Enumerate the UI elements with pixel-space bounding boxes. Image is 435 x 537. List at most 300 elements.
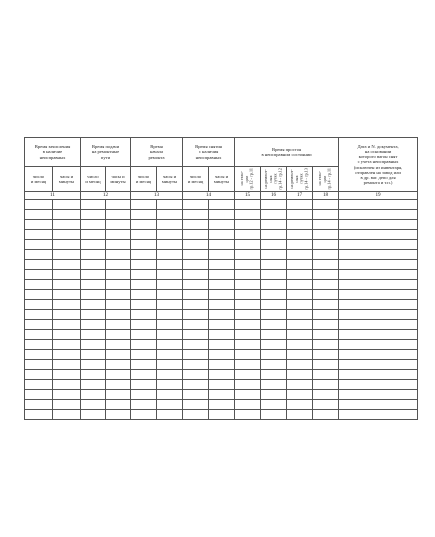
table-cell[interactable] <box>287 230 313 240</box>
table-cell[interactable] <box>183 250 209 260</box>
table-cell[interactable] <box>157 360 183 370</box>
table-cell[interactable] <box>209 350 235 360</box>
table-cell[interactable] <box>25 200 53 210</box>
table-cell[interactable] <box>183 210 209 220</box>
table-cell[interactable] <box>183 280 209 290</box>
table-cell[interactable] <box>106 360 131 370</box>
table-cell[interactable] <box>53 250 81 260</box>
table-cell[interactable] <box>81 300 106 310</box>
table-cell[interactable] <box>106 370 131 380</box>
table-cell[interactable] <box>235 350 261 360</box>
table-cell[interactable] <box>106 410 131 420</box>
table-cell[interactable] <box>287 330 313 340</box>
group-header-accrual <box>25 138 81 167</box>
table-cell[interactable] <box>81 240 106 250</box>
table-cell[interactable] <box>209 250 235 260</box>
table-cell[interactable] <box>339 400 418 410</box>
table-cell[interactable] <box>287 380 313 390</box>
table-cell[interactable] <box>81 290 106 300</box>
table-cell[interactable] <box>235 410 261 420</box>
table-cell[interactable] <box>313 330 339 340</box>
table-cell[interactable] <box>209 410 235 420</box>
table-cell[interactable] <box>25 340 53 350</box>
table-cell[interactable] <box>209 300 235 310</box>
table-cell[interactable] <box>183 370 209 380</box>
table-cell[interactable] <box>235 360 261 370</box>
table-cell[interactable] <box>339 200 418 210</box>
table-cell[interactable] <box>261 210 287 220</box>
table-cell[interactable] <box>209 390 235 400</box>
table-cell[interactable] <box>183 390 209 400</box>
table-cell[interactable] <box>209 290 235 300</box>
table-cell[interactable] <box>261 350 287 360</box>
table-cell[interactable] <box>25 280 53 290</box>
table-cell[interactable] <box>157 390 183 400</box>
table-cell[interactable] <box>157 380 183 390</box>
column-number: 17 <box>287 192 313 200</box>
table-cell[interactable] <box>235 240 261 250</box>
table-cell[interactable] <box>106 350 131 360</box>
subheader-day-month <box>183 167 209 192</box>
table-cell[interactable] <box>131 250 157 260</box>
table-cell[interactable] <box>25 270 53 280</box>
table-cell[interactable] <box>261 200 287 210</box>
table-cell[interactable] <box>235 310 261 320</box>
table-cell[interactable] <box>235 210 261 220</box>
table-cell[interactable] <box>131 300 157 310</box>
table-cell[interactable] <box>261 250 287 260</box>
table-cell[interactable] <box>131 310 157 320</box>
group-header-supply-label: Время подачи на ремонтные пути <box>91 144 120 160</box>
table-cell[interactable] <box>183 350 209 360</box>
table-cell[interactable] <box>339 360 418 370</box>
table-cell[interactable] <box>235 290 261 300</box>
table-cell[interactable] <box>287 220 313 230</box>
table-cell[interactable] <box>287 360 313 370</box>
table-cell[interactable] <box>157 410 183 420</box>
group-header-downtime <box>235 138 339 167</box>
table-cell[interactable] <box>106 340 131 350</box>
table-cell[interactable] <box>81 210 106 220</box>
table-cell[interactable] <box>209 400 235 410</box>
table-cell[interactable] <box>339 350 418 360</box>
table-cell[interactable] <box>209 320 235 330</box>
table-cell[interactable] <box>235 380 261 390</box>
table-cell[interactable] <box>25 300 53 310</box>
table-cell[interactable] <box>313 360 339 370</box>
table-cell[interactable] <box>235 340 261 350</box>
table-cell[interactable] <box>183 300 209 310</box>
table-cell[interactable] <box>131 370 157 380</box>
table-cell[interactable] <box>106 220 131 230</box>
table-row <box>25 220 418 230</box>
subheader-hours-minutes-label: часы и минуты <box>161 173 178 184</box>
table-cell[interactable] <box>209 200 235 210</box>
table-cell[interactable] <box>339 240 418 250</box>
table-cell[interactable] <box>81 380 106 390</box>
table-cell[interactable] <box>106 230 131 240</box>
table-cell[interactable] <box>25 320 53 330</box>
table-cell[interactable] <box>261 390 287 400</box>
table-cell[interactable] <box>25 250 53 260</box>
table-cell[interactable] <box>157 210 183 220</box>
table-cell[interactable] <box>157 240 183 250</box>
table-cell[interactable] <box>209 340 235 350</box>
table-cell[interactable] <box>106 280 131 290</box>
table-cell[interactable] <box>339 260 418 270</box>
table-cell[interactable] <box>261 330 287 340</box>
table-cell[interactable] <box>287 390 313 400</box>
table-cell[interactable] <box>53 290 81 300</box>
table-cell[interactable] <box>339 290 418 300</box>
table-cell[interactable] <box>287 250 313 260</box>
table-cell[interactable] <box>287 200 313 210</box>
table-cell[interactable] <box>313 220 339 230</box>
table-cell[interactable] <box>131 210 157 220</box>
table-cell[interactable] <box>287 280 313 290</box>
table-cell[interactable] <box>313 240 339 250</box>
table-cell[interactable] <box>81 320 106 330</box>
table-cell[interactable] <box>339 280 418 290</box>
table-cell[interactable] <box>287 240 313 250</box>
table-cell[interactable] <box>25 380 53 390</box>
table-cell[interactable] <box>313 370 339 380</box>
table-cell[interactable] <box>339 220 418 230</box>
table-cell[interactable] <box>339 210 418 220</box>
table-cell[interactable] <box>81 360 106 370</box>
table-cell[interactable] <box>53 330 81 340</box>
table-cell[interactable] <box>313 260 339 270</box>
table-cell[interactable] <box>25 390 53 400</box>
table-cell[interactable] <box>131 240 157 250</box>
table-cell[interactable] <box>313 350 339 360</box>
table-cell[interactable] <box>157 280 183 290</box>
table-cell[interactable] <box>209 280 235 290</box>
table-cell[interactable] <box>313 280 339 290</box>
table-cell[interactable] <box>313 390 339 400</box>
table-cell[interactable] <box>183 310 209 320</box>
table-cell[interactable] <box>339 370 418 380</box>
table-cell[interactable] <box>287 400 313 410</box>
table-cell[interactable] <box>81 270 106 280</box>
table-cell[interactable] <box>183 260 209 270</box>
table-cell[interactable] <box>261 370 287 380</box>
table-cell[interactable] <box>131 220 157 230</box>
table-cell[interactable] <box>339 250 418 260</box>
table-cell[interactable] <box>209 310 235 320</box>
table-cell[interactable] <box>53 400 81 410</box>
table-cell[interactable] <box>157 250 183 260</box>
table-cell[interactable] <box>261 340 287 350</box>
table-cell[interactable] <box>157 270 183 280</box>
table-cell[interactable] <box>81 310 106 320</box>
table-cell[interactable] <box>157 320 183 330</box>
table-cell[interactable] <box>131 230 157 240</box>
table-cell[interactable] <box>209 220 235 230</box>
table-cell[interactable] <box>339 310 418 320</box>
table-cell[interactable] <box>53 220 81 230</box>
table-cell[interactable] <box>53 370 81 380</box>
table-cell[interactable] <box>183 220 209 230</box>
table-cell[interactable] <box>235 200 261 210</box>
table-cell[interactable] <box>81 230 106 240</box>
table-cell[interactable] <box>209 270 235 280</box>
table-cell[interactable] <box>106 240 131 250</box>
table-cell[interactable] <box>81 370 106 380</box>
table-cell[interactable] <box>131 330 157 340</box>
table-cell[interactable] <box>81 260 106 270</box>
table-cell[interactable] <box>339 320 418 330</box>
table-cell[interactable] <box>131 280 157 290</box>
table-cell[interactable] <box>313 270 339 280</box>
table-cell[interactable] <box>53 320 81 330</box>
table-cell[interactable] <box>81 280 106 290</box>
table-cell[interactable] <box>287 300 313 310</box>
table-cell[interactable] <box>313 200 339 210</box>
table-cell[interactable] <box>209 210 235 220</box>
table-cell[interactable] <box>157 350 183 360</box>
table-cell[interactable] <box>339 230 418 240</box>
table-cell[interactable] <box>25 240 53 250</box>
table-cell[interactable] <box>106 390 131 400</box>
table-cell[interactable] <box>287 310 313 320</box>
table-cell[interactable] <box>131 350 157 360</box>
table-cell[interactable] <box>183 380 209 390</box>
table-cell[interactable] <box>81 250 106 260</box>
table-cell[interactable] <box>131 320 157 330</box>
table-cell[interactable] <box>339 330 418 340</box>
table-cell[interactable] <box>339 300 418 310</box>
table-cell[interactable] <box>261 240 287 250</box>
table-row <box>25 260 418 270</box>
table-cell[interactable] <box>261 300 287 310</box>
table-cell[interactable] <box>157 300 183 310</box>
table-cell[interactable] <box>25 290 53 300</box>
table-cell[interactable] <box>235 320 261 330</box>
table-cell[interactable] <box>261 410 287 420</box>
table-cell[interactable] <box>235 330 261 340</box>
table-cell[interactable] <box>183 230 209 240</box>
table-cell[interactable] <box>53 230 81 240</box>
table-cell[interactable] <box>25 360 53 370</box>
table-cell[interactable] <box>131 400 157 410</box>
table-cell[interactable] <box>157 230 183 240</box>
table-cell[interactable] <box>209 380 235 390</box>
table-cell[interactable] <box>313 380 339 390</box>
table-cell[interactable] <box>106 290 131 300</box>
table-cell[interactable] <box>287 210 313 220</box>
table-cell[interactable] <box>131 360 157 370</box>
table-cell[interactable] <box>183 410 209 420</box>
table-cell[interactable] <box>313 410 339 420</box>
table-cell[interactable] <box>81 400 106 410</box>
table-cell[interactable] <box>25 210 53 220</box>
table-cell[interactable] <box>183 360 209 370</box>
table-cell[interactable] <box>261 220 287 230</box>
table-cell[interactable] <box>235 270 261 280</box>
table-cell[interactable] <box>106 260 131 270</box>
table-cell[interactable] <box>25 410 53 420</box>
table-cell[interactable] <box>131 200 157 210</box>
table-cell[interactable] <box>53 240 81 250</box>
table-cell[interactable] <box>25 350 53 360</box>
table-cell[interactable] <box>313 290 339 300</box>
table-cell[interactable] <box>53 310 81 320</box>
table-cell[interactable] <box>157 400 183 410</box>
table-cell[interactable] <box>106 320 131 330</box>
table-cell[interactable] <box>106 330 131 340</box>
table-cell[interactable] <box>183 320 209 330</box>
table-row <box>25 410 418 420</box>
table-cell[interactable] <box>81 340 106 350</box>
table-cell[interactable] <box>131 410 157 420</box>
table-cell[interactable] <box>106 200 131 210</box>
table-cell[interactable] <box>81 200 106 210</box>
table-cell[interactable] <box>81 220 106 230</box>
table-cell[interactable] <box>53 300 81 310</box>
table-cell[interactable] <box>183 340 209 350</box>
table-cell[interactable] <box>53 200 81 210</box>
table-cell[interactable] <box>339 410 418 420</box>
table-cell[interactable] <box>157 290 183 300</box>
table-cell[interactable] <box>287 370 313 380</box>
table-cell[interactable] <box>209 330 235 340</box>
table-cell[interactable] <box>313 310 339 320</box>
table-cell[interactable] <box>131 270 157 280</box>
table-cell[interactable] <box>131 380 157 390</box>
table-cell[interactable] <box>287 320 313 330</box>
table-cell[interactable] <box>106 380 131 390</box>
table-cell[interactable] <box>53 210 81 220</box>
table-cell[interactable] <box>313 210 339 220</box>
table-cell[interactable] <box>287 290 313 300</box>
table-cell[interactable] <box>25 260 53 270</box>
table-cell[interactable] <box>53 280 81 290</box>
table-cell[interactable] <box>313 250 339 260</box>
table-cell[interactable] <box>157 370 183 380</box>
table-cell[interactable] <box>25 220 53 230</box>
table-cell[interactable] <box>157 220 183 230</box>
table-row <box>25 200 418 210</box>
table-cell[interactable] <box>261 400 287 410</box>
table-cell[interactable] <box>131 390 157 400</box>
table-cell[interactable] <box>261 380 287 390</box>
table-cell[interactable] <box>25 370 53 380</box>
table-cell[interactable] <box>25 400 53 410</box>
column-number: 19 <box>339 192 418 200</box>
table-cell[interactable] <box>261 230 287 240</box>
table-cell[interactable] <box>313 400 339 410</box>
table-cell[interactable] <box>106 210 131 220</box>
table-cell[interactable] <box>313 300 339 310</box>
table-cell[interactable] <box>287 260 313 270</box>
subheader-hours-minutes-label: часы и минуты <box>58 173 75 184</box>
table-cell[interactable] <box>235 260 261 270</box>
table-cell[interactable] <box>25 230 53 240</box>
table-cell[interactable] <box>287 270 313 280</box>
table-cell[interactable] <box>131 340 157 350</box>
table-cell[interactable] <box>339 340 418 350</box>
table-cell[interactable] <box>53 380 81 390</box>
table-cell[interactable] <box>53 410 81 420</box>
table-cell[interactable] <box>25 330 53 340</box>
table-row <box>25 240 418 250</box>
table-cell[interactable] <box>235 220 261 230</box>
table-cell[interactable] <box>235 230 261 240</box>
table-cell[interactable] <box>183 400 209 410</box>
table-cell[interactable] <box>339 380 418 390</box>
table-cell[interactable] <box>81 390 106 400</box>
table-cell[interactable] <box>157 330 183 340</box>
table-cell[interactable] <box>209 230 235 240</box>
table-cell[interactable] <box>53 260 81 270</box>
table-cell[interactable] <box>183 270 209 280</box>
table-cell[interactable] <box>106 300 131 310</box>
table-cell[interactable] <box>313 320 339 330</box>
table-cell[interactable] <box>261 280 287 290</box>
table-cell[interactable] <box>183 200 209 210</box>
table-cell[interactable] <box>53 360 81 370</box>
table-cell[interactable] <box>287 350 313 360</box>
table-cell[interactable] <box>313 340 339 350</box>
table-cell[interactable] <box>261 320 287 330</box>
table-cell[interactable] <box>209 260 235 270</box>
table-cell[interactable] <box>261 360 287 370</box>
table-cell[interactable] <box>209 240 235 250</box>
table-cell[interactable] <box>235 280 261 290</box>
table-row <box>25 290 418 300</box>
table-cell[interactable] <box>157 200 183 210</box>
table-cell[interactable] <box>261 310 287 320</box>
table-cell[interactable] <box>53 340 81 350</box>
table-cell[interactable] <box>209 360 235 370</box>
table-cell[interactable] <box>235 300 261 310</box>
table-cell[interactable] <box>157 260 183 270</box>
table-cell[interactable] <box>261 290 287 300</box>
table-cell[interactable] <box>235 370 261 380</box>
table-cell[interactable] <box>106 270 131 280</box>
table-cell[interactable] <box>157 310 183 320</box>
table-cell[interactable] <box>53 270 81 280</box>
table-cell[interactable] <box>53 350 81 360</box>
table-cell[interactable] <box>287 410 313 420</box>
table-cell[interactable] <box>235 390 261 400</box>
table-cell[interactable] <box>287 340 313 350</box>
table-cell[interactable] <box>106 250 131 260</box>
table-cell[interactable] <box>183 330 209 340</box>
table-cell[interactable] <box>235 400 261 410</box>
table-cell[interactable] <box>183 290 209 300</box>
table-cell[interactable] <box>339 390 418 400</box>
table-cell[interactable] <box>25 310 53 320</box>
table-cell[interactable] <box>131 290 157 300</box>
table-cell[interactable] <box>261 260 287 270</box>
table-cell[interactable] <box>106 400 131 410</box>
table-cell[interactable] <box>53 390 81 400</box>
table-cell[interactable] <box>131 260 157 270</box>
table-cell[interactable] <box>313 230 339 240</box>
table-cell[interactable] <box>209 370 235 380</box>
table-cell[interactable] <box>81 330 106 340</box>
table-cell[interactable] <box>106 310 131 320</box>
table-cell[interactable] <box>183 240 209 250</box>
table-cell[interactable] <box>261 270 287 280</box>
table-cell[interactable] <box>339 270 418 280</box>
table-cell[interactable] <box>81 410 106 420</box>
table-cell[interactable] <box>81 350 106 360</box>
table-cell[interactable] <box>235 250 261 260</box>
table-cell[interactable] <box>157 340 183 350</box>
